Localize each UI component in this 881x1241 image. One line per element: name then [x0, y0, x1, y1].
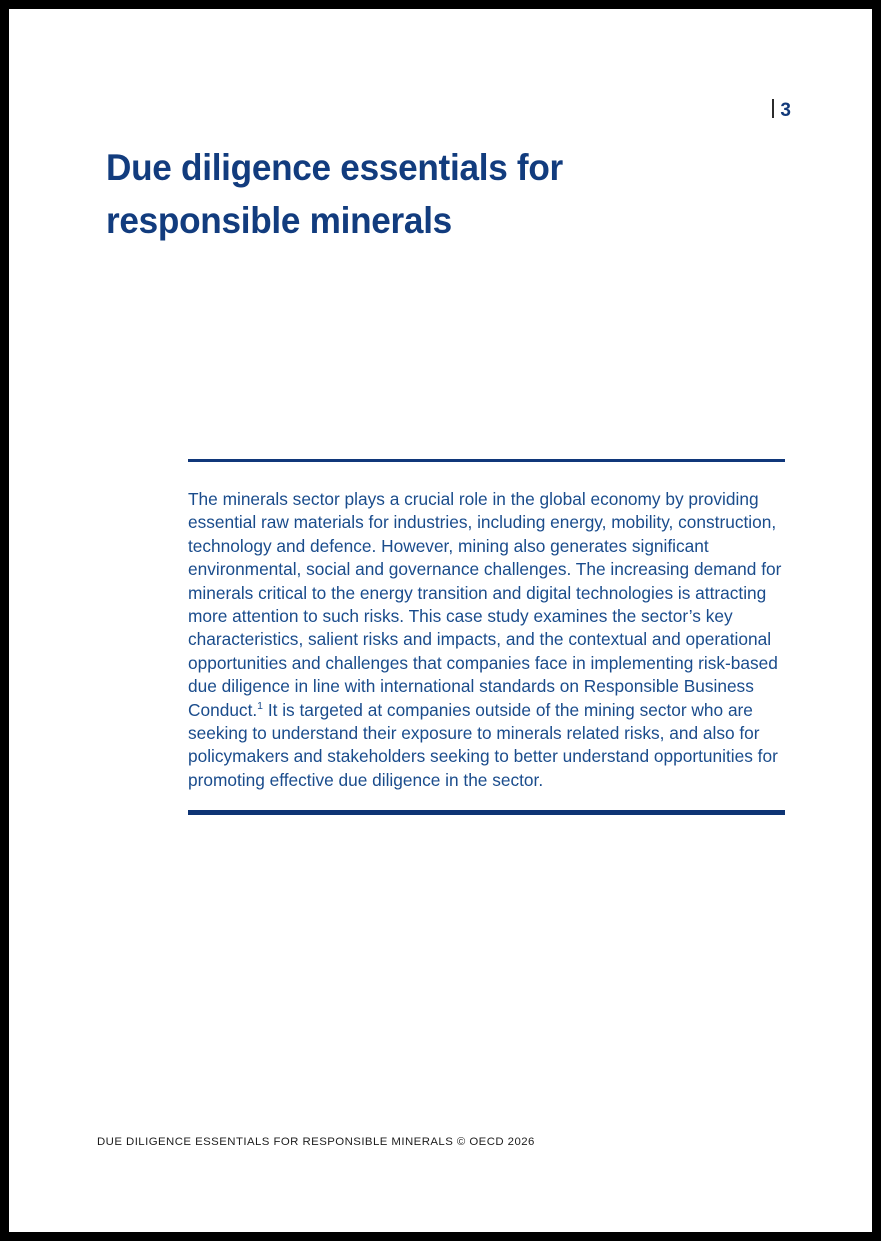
page-number-header	[772, 97, 791, 122]
page-footer: DUE DILIGENCE ESSENTIALS FOR RESPONSIBLE MINERALS © OECD 2026	[97, 1136, 535, 1148]
page-number-separator-bar	[772, 99, 774, 118]
document-page	[9, 9, 872, 1232]
page-title: Due diligence essentials for responsible minerals	[106, 147, 563, 241]
page-number: 3	[780, 100, 791, 121]
abstract-block	[188, 459, 785, 815]
abstract-paragraph	[188, 462, 785, 810]
footnote-reference-marker[interactable]: 1	[257, 699, 264, 712]
abstract-rule-bottom	[188, 810, 785, 815]
abstract-text-part-2: It is targeted at companies outside of the mining sector who are seeking to understand their exposure to minerals related risks, and also for policymakers and stakeholders seeking to better understand opportunities for promoting effective due diligence in the sector.	[188, 699, 778, 790]
abstract-text-part-1: The minerals sector plays a crucial role in the global economy by providing essential raw materials for industries, including energy, mobility, construction, technology and defence. However, mining also generates significant environmental, social and governance challenges. The increasing demand for minerals critical to the energy transition and digital technologies is attracting more attention to such risks. This case study examines the sector’s key characteristics, salient risks and impacts, and the contextual and operational opportunities and challenges that companies face in implementing risk-based due diligence in line with international standards on Responsible Business Conduct.	[188, 489, 782, 720]
